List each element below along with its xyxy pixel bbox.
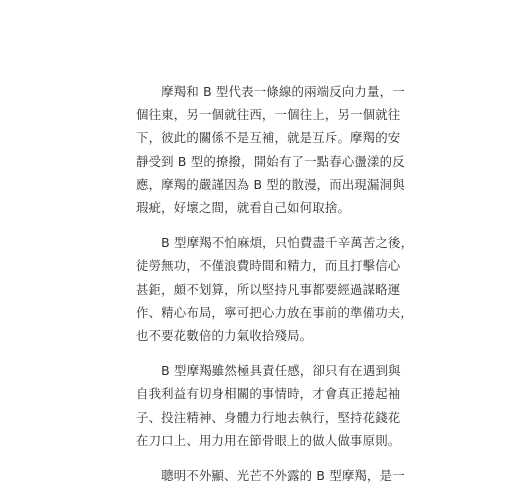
text-line: 聰明不外顯、光芒不外露的 B 型摩羯，是一 bbox=[136, 468, 405, 484]
text-line: 個往東，另一個就往西，一個往上，另一個就往 bbox=[136, 107, 401, 123]
paragraph-2 bbox=[136, 231, 414, 347]
text-line: 也不要花數倍的力氣收拾殘局。 bbox=[136, 328, 313, 344]
text-line: 作、精心布局，寧可把心力放在事前的準備功夫， bbox=[136, 304, 413, 320]
text-line: 徒勞無功，不僅浪費時間和精力，而且打擊信心 bbox=[136, 258, 401, 274]
paragraph-3 bbox=[136, 359, 401, 452]
text-line: 在刀口上、用力用在節骨眼上的做人做事原則。 bbox=[136, 432, 401, 448]
text-line: B 型摩羯不怕麻煩，只怕費盡千辛萬苦之後， bbox=[136, 235, 414, 251]
text-line: 摩羯和 B 型代表一條線的兩端反向力量，一 bbox=[136, 84, 405, 99]
text-line: 應，摩羯的嚴謹因為 B 型的散漫，而出現漏洞與 bbox=[136, 176, 405, 192]
text-line: 自我利益有切身相關的事情時，才會真正捲起袖 bbox=[136, 386, 401, 402]
text-line: 甚鉅，頗不划算，所以堅持凡事都要經過謀略運 bbox=[136, 281, 401, 297]
text-line: 下，彼此的關係不是互補，就是互斥。摩羯的安 bbox=[136, 130, 401, 146]
text-line: 子、投注精神、身體力行地去執行，堅持花錢花 bbox=[136, 409, 401, 425]
paragraph-1 bbox=[136, 80, 405, 219]
paragraph-4 bbox=[136, 464, 405, 487]
text-line: 瑕疵，好壞之間，就看自己如何取捨。 bbox=[136, 200, 351, 216]
text-body bbox=[136, 80, 414, 487]
text-line: 靜受到 B 型的撩撥，開始有了一點春心盪漾的反 bbox=[136, 153, 405, 169]
text-line: B 型摩羯雖然極具責任感，卻只有在遇到與 bbox=[136, 363, 401, 379]
